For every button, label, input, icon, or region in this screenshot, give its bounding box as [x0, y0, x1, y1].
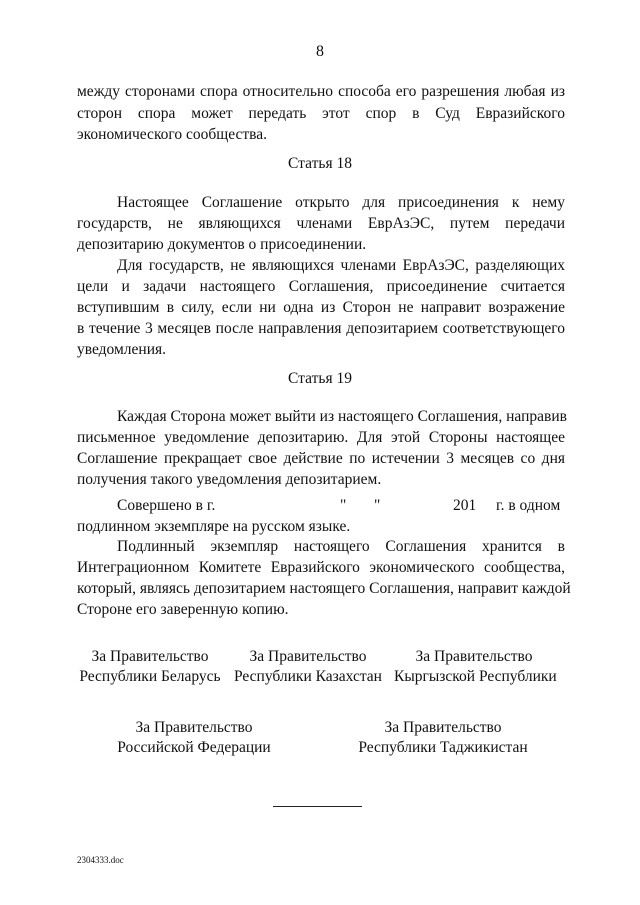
article-18-title: Статья 18 [288, 155, 352, 172]
signature-line1: За Правительство [135, 719, 253, 736]
text-line: получения такого уведомления депозитарием. [77, 471, 382, 488]
signature-block-russia [114, 718, 274, 758]
text-line: уведомления. [77, 341, 167, 358]
text-line: в течение 3 месяцев после направления депозитарием соответствующего [77, 320, 565, 337]
done-at-prefix: Совершено в г. [117, 497, 216, 514]
signature-line2: Республики Таджикистан [358, 739, 528, 756]
text-line: Для государств, не являющихся членами ЕврАзЭС, разделяющих [117, 257, 565, 274]
footer-file-name: 2304333.doc [77, 855, 124, 865]
done-at-suffix: г. в одном [496, 497, 561, 514]
signature-line1: За Правительство [249, 648, 367, 665]
text-line: вступившим в силу, если ни одна из Сторон не направит возражение [77, 299, 565, 316]
text-line: экономического сообщества. [77, 126, 268, 143]
signature-line1: За Правительство [91, 648, 209, 665]
separator-line [273, 806, 362, 807]
page-number: 8 [316, 43, 324, 60]
text-line: который, являясь депозитарием настоящего Соглашения, направит каждой [77, 580, 571, 597]
text-line: Стороне его заверенную копию. [77, 601, 289, 618]
text-line: Настоящее Соглашение открыто для присоединения к нему [117, 194, 565, 211]
text-line: подлинном экземпляре на русском языке. [77, 518, 351, 535]
article-19-title: Статья 19 [288, 370, 352, 387]
text-line: депозитарию документов о присоединении. [77, 236, 367, 253]
text-line: государств, не являющихся членами ЕврАзЭС, путем передачи [77, 215, 565, 232]
text-line: Подлинный экземпляр настоящего Соглашения хранится в [117, 538, 565, 555]
date-quote-close: " [374, 497, 381, 514]
text-line: Каждая Сторона может выйти из настоящего Соглашения, направив [117, 408, 567, 425]
text-line: письменное уведомление депозитарию. Для этой Стороны настоящее [77, 429, 565, 446]
text-line: Интеграционном Комитете Евразийского экономического сообщества, [77, 559, 565, 576]
text-line: Соглашение прекращает свое действие по истечении 3 месяцев со дня [77, 450, 565, 467]
signature-block-belarus [70, 647, 230, 687]
signature-line2: Республики Беларусь [79, 668, 221, 685]
text-line: сторон спора может передать этот спор в Суд Евразийского [77, 105, 565, 122]
signature-line1: За Правительство [415, 648, 533, 665]
date-quote-open: " [340, 497, 347, 514]
signature-block-kazakhstan [228, 647, 388, 687]
date-year: 201 [453, 497, 477, 514]
text-line: между сторонами спора относительно способа его разрешения любая из [77, 83, 565, 100]
signature-line2: Республики Казахстан [234, 668, 382, 685]
text-line: цели и задачи настоящего Соглашения, присоединение считается [77, 278, 565, 295]
signature-block-kyrgyzstan [394, 647, 557, 687]
signature-line2: Кыргызской Республики [394, 668, 557, 685]
signature-line2: Российской Федерации [117, 739, 271, 756]
signature-block-tajikistan [358, 718, 528, 758]
signature-line1: За Правительство [384, 719, 502, 736]
